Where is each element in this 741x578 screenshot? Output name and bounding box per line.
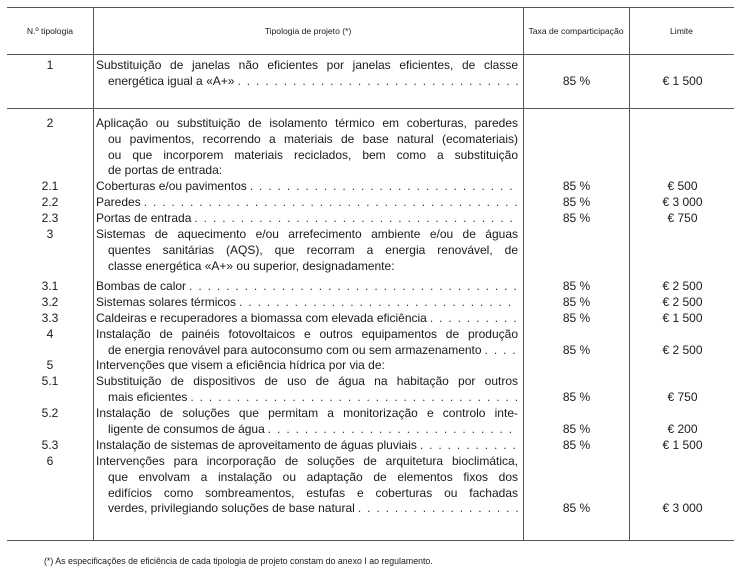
row-number: 2.3 xyxy=(41,211,59,225)
description-line: ligente de consumos de água xyxy=(108,421,265,436)
row-divider xyxy=(7,108,734,109)
footnote: (*) As especificações de eficiência de cada tipologia de projeto constam do anexo I ao regulamento. xyxy=(44,556,433,566)
row-limite: € 200 xyxy=(667,421,698,436)
row-description xyxy=(96,116,518,179)
row-description xyxy=(96,279,518,295)
leader-dots xyxy=(485,343,518,359)
row-number: 3.2 xyxy=(41,295,59,309)
description-line: Intervenções para incorporação de soluções de arquitetura bioclimática, xyxy=(96,454,518,468)
row-number: 3 xyxy=(46,227,54,241)
leader-dots xyxy=(358,501,518,517)
header-tipologia: Tipologia de projeto (*) xyxy=(264,26,352,36)
description-line: Sistemas de aquecimento e/ou arrefecimento ambiente e/ou de águas xyxy=(96,227,518,241)
leader-dots xyxy=(268,422,518,438)
row-taxa: 85 % xyxy=(562,279,591,293)
leader-dots xyxy=(239,295,518,311)
row-limite: € 2 500 xyxy=(662,295,703,309)
description-line: Intervenções que visem a eficiência hídrica por via de: xyxy=(96,358,385,372)
header-limite: Limite xyxy=(670,26,693,36)
row-taxa: 85 % xyxy=(562,73,591,88)
row-limite: € 2 500 xyxy=(662,342,703,357)
row-taxa: 85 % xyxy=(562,295,591,309)
row-description xyxy=(96,179,518,195)
row-number: 5.2 xyxy=(41,406,59,420)
row-description xyxy=(96,454,518,517)
description-line: Instalação de sistemas de aproveitamento de águas pluviais xyxy=(96,438,417,452)
row-number: 5.3 xyxy=(41,438,59,452)
leader-dots xyxy=(420,438,518,454)
row-taxa: 85 % xyxy=(562,342,591,357)
leader-dots xyxy=(250,179,518,195)
description-line: verdes, privilegiando soluções de base natural xyxy=(108,501,355,516)
row-number: 2.1 xyxy=(41,179,59,193)
row-number: 1 xyxy=(46,58,54,72)
incentive-table xyxy=(7,7,734,541)
leader-dots xyxy=(189,279,518,295)
description-line: ou pavimentos, recorrendo a materiais de base natural (ecomateriais) xyxy=(108,131,518,146)
row-taxa: 85 % xyxy=(562,421,591,436)
description-line: Instalação de painéis fotovoltaicos e outros equipamentos de produção xyxy=(96,327,518,341)
row-taxa: 85 % xyxy=(562,311,591,325)
row-limite: € 1 500 xyxy=(662,311,703,325)
description-line: de portas de entrada: xyxy=(108,163,223,178)
description-line: Substituição de dispositivos de uso de água na habitação por outros xyxy=(96,374,518,388)
leader-dots xyxy=(144,195,518,211)
description-line: Aplicação ou substituição de isolamento térmico em coberturas, paredes xyxy=(96,116,518,130)
description-line: Paredes xyxy=(96,195,141,209)
column-divider xyxy=(93,8,94,540)
header-num: N.º tipologia xyxy=(26,26,74,36)
description-line: Instalação de soluções que permitam a monitorização e controlo inte- xyxy=(96,406,518,420)
row-description xyxy=(96,227,518,274)
column-divider xyxy=(629,8,630,540)
row-description xyxy=(96,374,518,406)
row-description xyxy=(96,58,518,90)
row-limite: € 1 500 xyxy=(662,438,703,452)
description-line: ou que incorporem materiais reciclados, bem como a substituição xyxy=(108,147,518,162)
row-description xyxy=(96,311,518,327)
description-line: energética igual a «A+» xyxy=(108,73,235,88)
description-line: que envolvam a instalação ou adaptação de elementos fixos dos xyxy=(108,469,518,484)
description-line: classe energética «A+» ou superior, designadamente: xyxy=(108,258,395,273)
row-description xyxy=(96,195,518,211)
row-taxa: 85 % xyxy=(562,179,591,193)
row-description xyxy=(96,358,518,374)
row-taxa: 85 % xyxy=(562,389,591,404)
description-line: Portas de entrada xyxy=(96,211,192,225)
row-description xyxy=(96,438,518,454)
description-line: Sistemas solares térmicos xyxy=(96,295,237,309)
row-taxa: 85 % xyxy=(562,195,591,209)
description-line: Coberturas e/ou pavimentos xyxy=(96,179,247,193)
description-line: Bombas de calor xyxy=(96,279,187,293)
row-description xyxy=(96,406,518,438)
leader-dots xyxy=(194,211,518,227)
header-taxa: Taxa de comparticipação xyxy=(528,26,624,36)
row-description xyxy=(96,295,518,311)
row-limite: € 750 xyxy=(667,211,698,225)
row-limite: € 2 500 xyxy=(662,279,703,293)
header-divider xyxy=(7,54,734,55)
leader-dots xyxy=(237,74,518,90)
row-number: 2 xyxy=(46,116,54,130)
row-number: 3.3 xyxy=(41,311,59,325)
row-limite: € 750 xyxy=(667,389,698,404)
row-taxa: 85 % xyxy=(562,438,591,452)
leader-dots xyxy=(190,390,518,406)
row-limite: € 500 xyxy=(667,179,698,193)
description-line: de energia renovável para autoconsumo com ou sem armazenamento xyxy=(108,342,482,357)
row-number: 6 xyxy=(46,454,54,468)
leader-dots xyxy=(430,311,518,327)
row-number: 3.1 xyxy=(41,279,59,293)
description-line: edifícios como sombreamentos, estufas e coberturas ou fachadas xyxy=(108,485,518,500)
row-number: 5.1 xyxy=(41,374,59,388)
row-taxa: 85 % xyxy=(562,211,591,225)
description-line: Substituição de janelas não eficientes por janelas eficientes, de classe xyxy=(96,58,518,72)
row-taxa: 85 % xyxy=(562,501,591,516)
description-line: quentes sanitárias (AQS), que recorram a energia renovável, de xyxy=(108,242,518,257)
description-line: mais eficientes xyxy=(108,389,188,404)
row-limite: € 3 000 xyxy=(662,195,703,209)
row-number: 2.2 xyxy=(41,195,59,209)
row-description xyxy=(96,327,518,359)
row-limite: € 1 500 xyxy=(662,73,703,88)
row-number: 4 xyxy=(46,327,54,341)
row-limite: € 3 000 xyxy=(662,501,703,516)
description-line: Caldeiras e recuperadores a biomassa com elevada eficiência xyxy=(96,311,427,325)
row-description xyxy=(96,211,518,227)
row-number: 5 xyxy=(46,358,54,372)
